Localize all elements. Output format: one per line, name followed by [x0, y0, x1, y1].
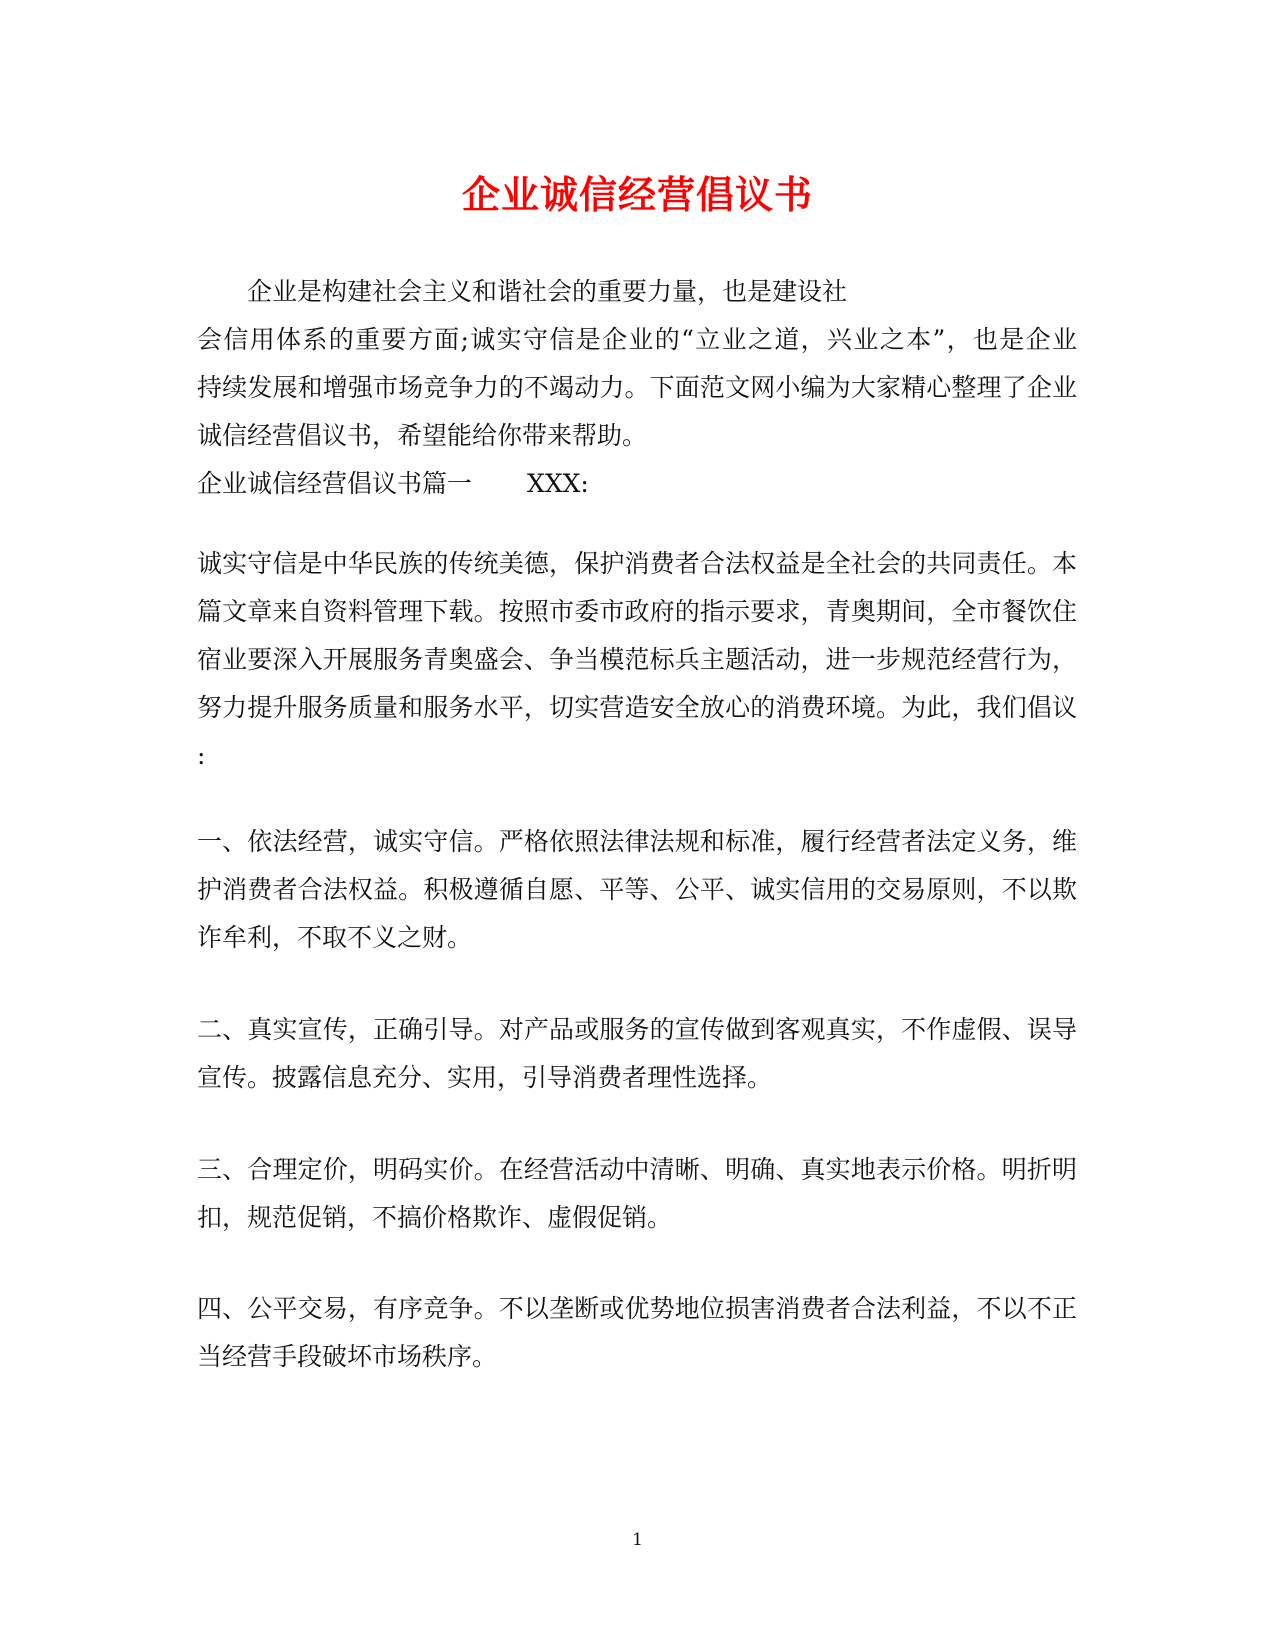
document-title: 企业诚信经营倡议书	[461, 172, 813, 217]
item-line: 扣，规范促销，不搞价格欺诈、虚假促销。	[197, 1203, 673, 1232]
item-4	[197, 1285, 1077, 1381]
paragraph-line: 宿业要深入开展服务青奥盛会、争当模范标兵主题活动，进一步规范经营行为，	[197, 645, 1077, 674]
section-heading-line	[197, 460, 1077, 508]
paragraph-line: 诚实守信是中华民族的传统美德，保护消费者合法权益是全社会的共同责任。本	[197, 549, 1077, 578]
item-line: 宣传。披露信息充分、实用，引导消费者理性选择。	[197, 1063, 773, 1092]
item-2	[197, 1006, 1077, 1102]
intro-line: 企业是构建社会主义和谐社会的重要力量，也是建设社	[247, 277, 848, 306]
intro-line: 持续发展和增强市场竞争力的不竭动力。下面范文网小编为大家精心整理了企业	[197, 373, 1077, 402]
item-line: 二、真实宣传，正确引导。对产品或服务的宣传做到客观真实，不作虚假、误导	[197, 1015, 1077, 1044]
item-line: 护消费者合法权益。积极遵循自愿、平等、公平、诚实信用的交易原则，不以欺	[197, 875, 1077, 904]
addressee: XXX:	[527, 469, 589, 498]
item-line: 一、依法经营，诚实守信。严格依照法律法规和标准，履行经营者法定义务，维	[197, 827, 1077, 856]
intro-line: 会信用体系的重要方面;诚实守信是企业的“立业之道，兴业之本”，也是企业	[197, 325, 1077, 354]
paragraph-1	[197, 540, 1077, 780]
page-number: 1	[632, 1530, 643, 1550]
intro-paragraph	[197, 268, 1077, 508]
item-line: 诈牟利，不取不义之财。	[197, 923, 473, 952]
paragraph-line: 努力提升服务质量和服务水平，切实营造安全放心的消费环境。为此，我们倡议	[197, 693, 1077, 722]
section-heading: 企业诚信经营倡议书篇一	[197, 469, 473, 498]
paragraph-line: 篇文章来自资料管理下载。按照市委市政府的指示要求，青奥期间，全市餐饮住	[197, 597, 1077, 626]
intro-line: 诚信经营倡议书，希望能给你带来帮助。	[197, 421, 648, 450]
item-3	[197, 1146, 1077, 1242]
item-1	[197, 818, 1077, 962]
paragraph-line: :	[197, 741, 206, 770]
item-line: 四、公平交易，有序竞争。不以垄断或优势地位损害消费者合法利益，不以不正	[197, 1294, 1077, 1323]
item-line: 当经营手段破坏市场秩序。	[197, 1342, 498, 1371]
item-line: 三、合理定价，明码实价。在经营活动中清晰、明确、真实地表示价格。明折明	[197, 1155, 1077, 1184]
